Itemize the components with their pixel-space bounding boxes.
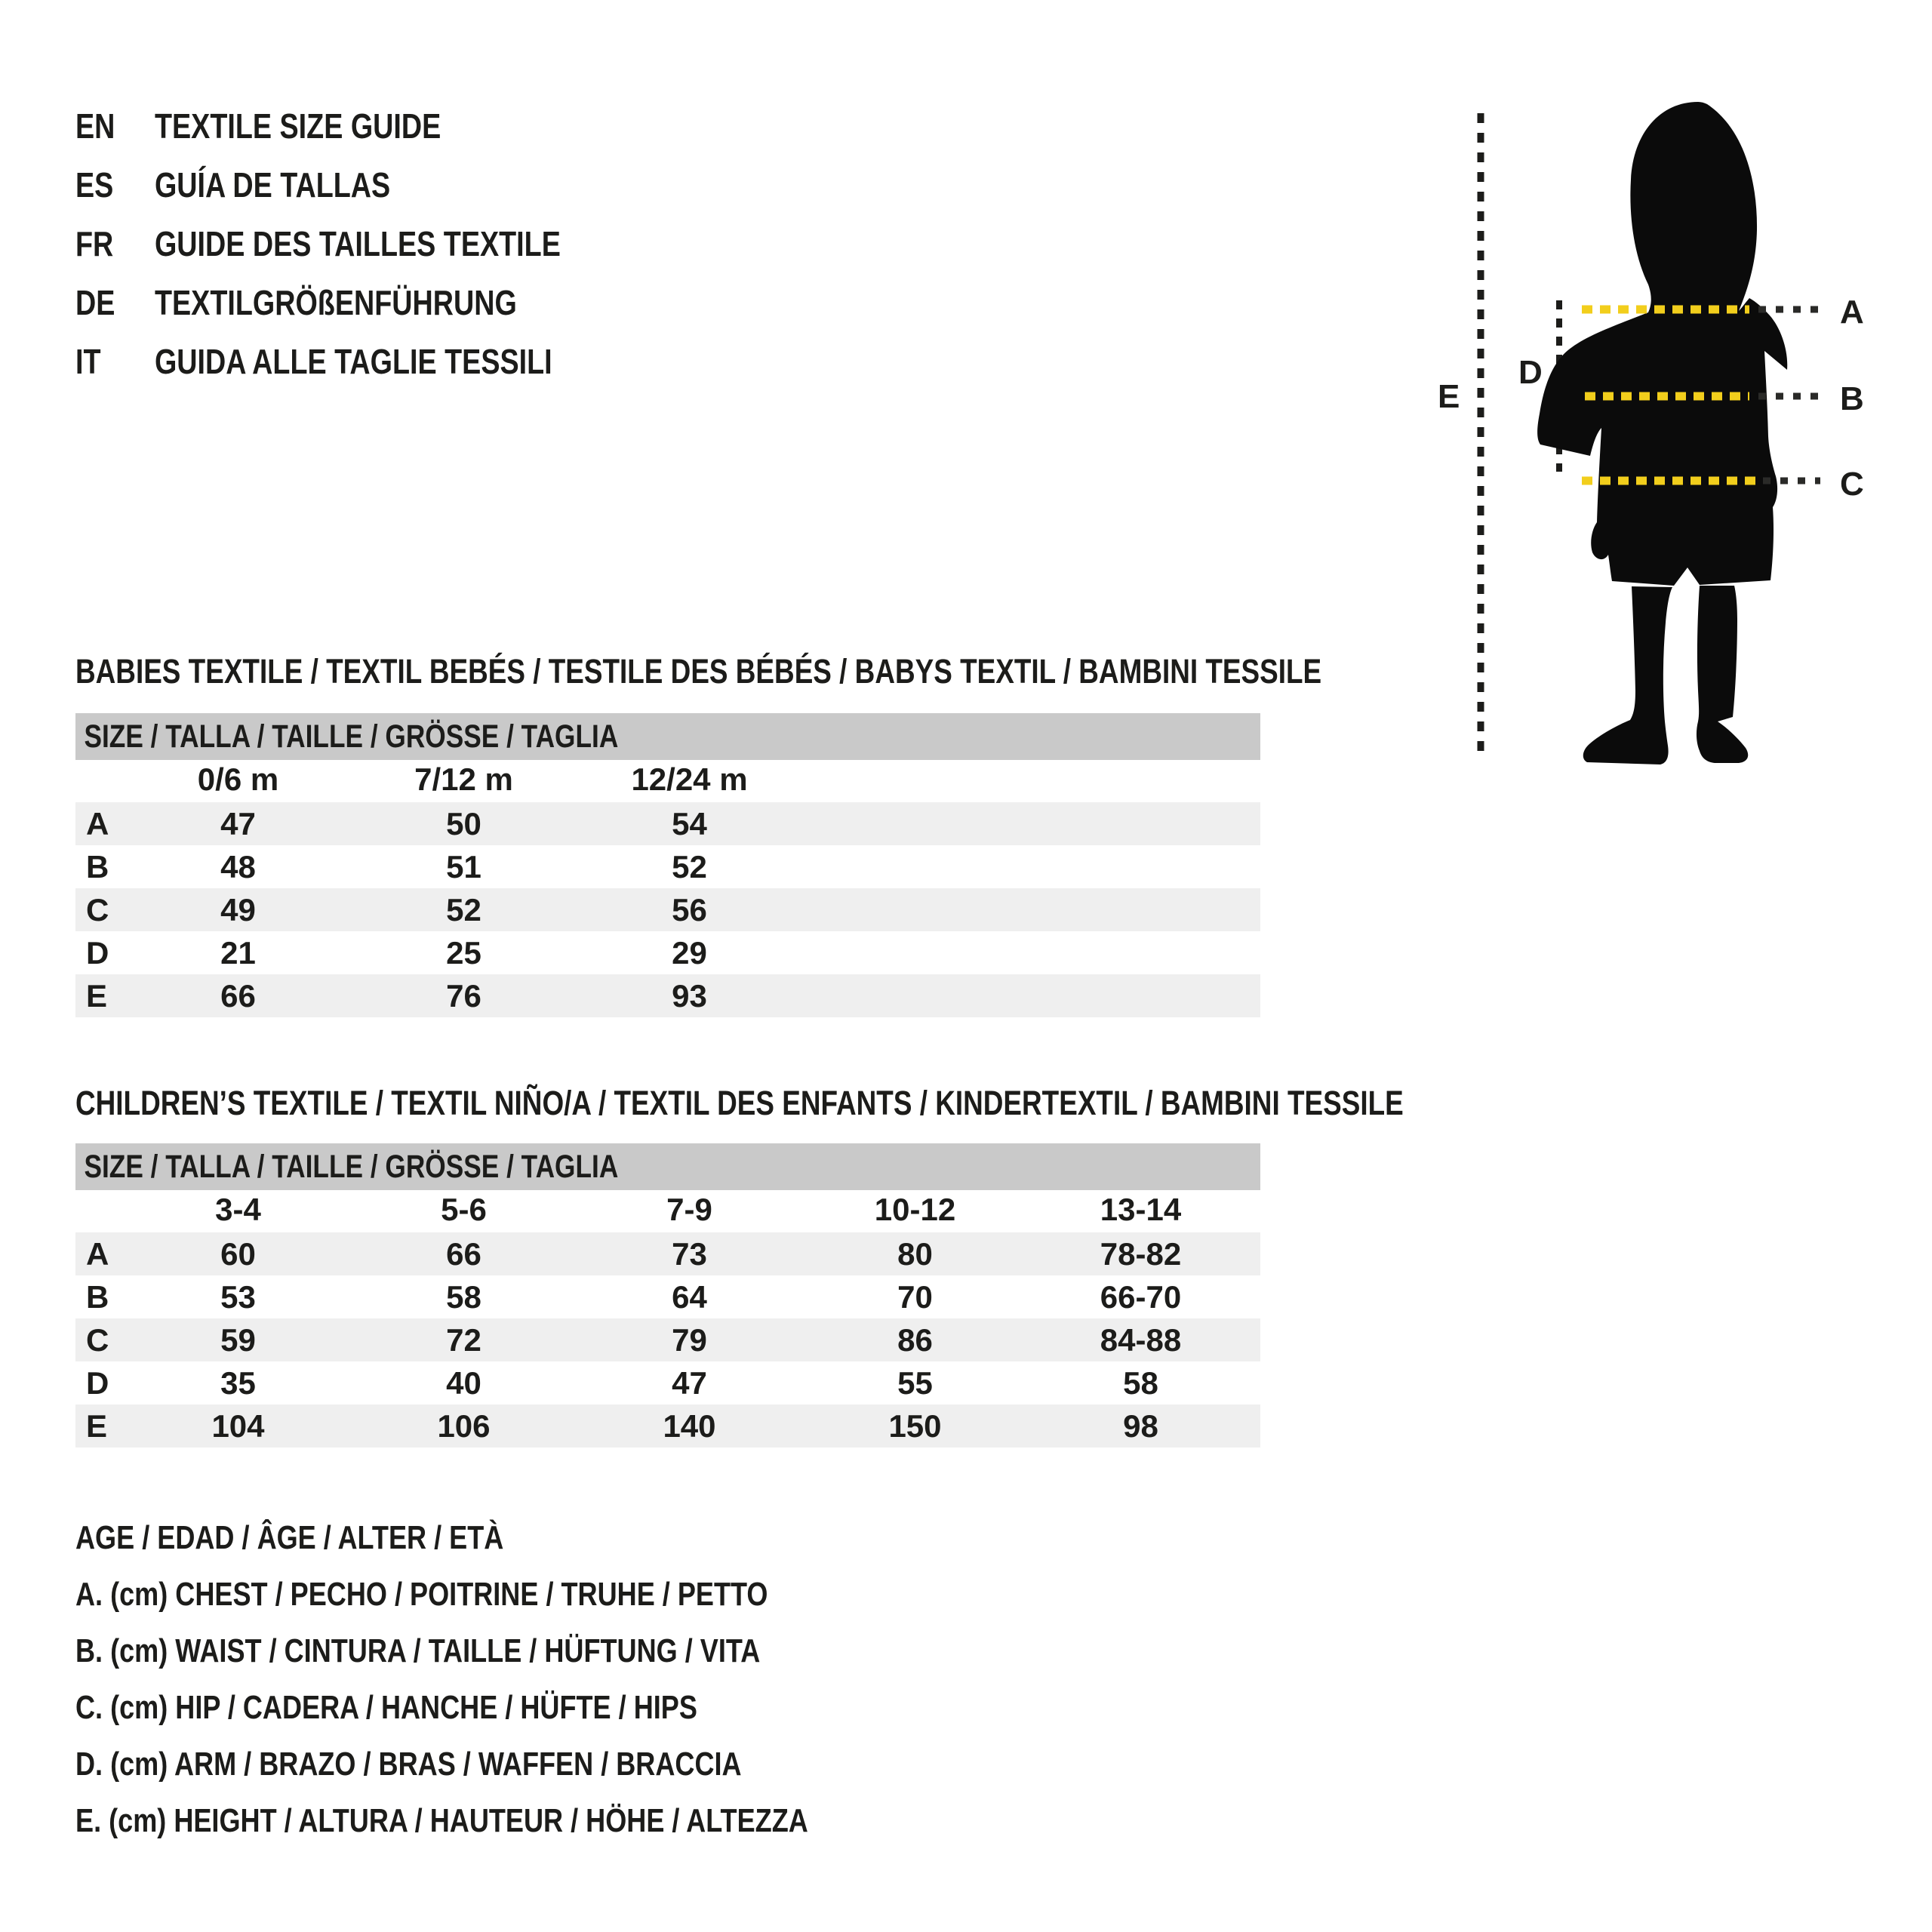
lang-code: ES (75, 165, 114, 205)
figure-label-d: D (1518, 354, 1543, 391)
table-row (75, 802, 1260, 845)
lang-title: GUÍA DE TALLAS (154, 165, 391, 205)
language-title-list (75, 97, 667, 391)
spacer-cell (802, 802, 1260, 845)
table-cell: 49 (220, 892, 256, 928)
lang-row-en (75, 97, 561, 155)
table-cell: 59 (220, 1322, 256, 1358)
children-size-header-bar (75, 1143, 1260, 1190)
babies-section-heading: BABIES TEXTILE / TEXTIL BEBÉS / TESTILE DES BÉBÉS / BABYS TEXTIL / BAMBINI TESSILE (75, 652, 1322, 691)
children-section-heading: CHILDREN’S TEXTILE / TEXTIL NIÑO/A / TEXTIL DES ENFANTS / KINDERTEXTIL / BAMBINI TESSILE (75, 1084, 1404, 1122)
row-label: E (86, 1408, 108, 1444)
row-label: D (86, 935, 109, 971)
row-label: E (86, 978, 108, 1014)
table-cell: 79 (672, 1322, 707, 1358)
lang-row-fr (75, 214, 561, 273)
table-row (75, 1404, 1260, 1447)
column-header: 7-9 (666, 1192, 712, 1227)
table-row (75, 845, 1260, 888)
lang-code: DE (75, 283, 115, 322)
table-row (75, 1318, 1260, 1361)
lang-title: GUIDA ALLE TAGLIE TESSILI (154, 342, 552, 381)
spacer-cell (802, 845, 1260, 888)
table-cell: 66 (220, 978, 256, 1014)
column-header: 3-4 (215, 1192, 261, 1227)
table-cell: 58 (446, 1279, 481, 1315)
figure-label-b: B (1840, 380, 1864, 417)
lang-code: FR (75, 224, 114, 263)
table-row (75, 888, 1260, 931)
legend-arm: D. (cm) ARM / BRAZO / BRAS / WAFFEN / BRACCIA (75, 1746, 742, 1783)
table-row (75, 931, 1260, 974)
table-cell: 40 (446, 1365, 481, 1401)
figure-label-c: C (1840, 466, 1864, 503)
table-cell: 58 (1123, 1365, 1158, 1401)
table-cell: 48 (220, 849, 256, 884)
table-cell: 78-82 (1100, 1236, 1182, 1272)
table-row (75, 974, 1260, 1017)
child-silhouette (1537, 102, 1787, 764)
legend-age: AGE / EDAD / ÂGE / ALTER / ETÀ (75, 1519, 504, 1556)
spacer-cell (75, 1190, 125, 1232)
table-cell: 73 (672, 1236, 707, 1272)
column-header: 10-12 (874, 1192, 956, 1227)
table-cell: 52 (672, 849, 707, 884)
measurement-figure (1434, 60, 1932, 845)
lang-code: EN (75, 106, 115, 146)
table-cell: 56 (672, 892, 707, 928)
row-label: B (86, 1279, 109, 1315)
row-label: D (86, 1365, 109, 1401)
size-header-text: SIZE / TALLA / TAILLE / GRÖSSE / TAGLIA (84, 718, 619, 755)
children-column-header-row (75, 1190, 1260, 1232)
table-cell: 21 (220, 935, 256, 971)
table-cell: 106 (437, 1408, 491, 1444)
table-cell: 104 (211, 1408, 265, 1444)
table-cell: 50 (446, 806, 481, 841)
table-cell: 66-70 (1100, 1279, 1182, 1315)
babies-column-header-row (75, 760, 1260, 802)
table-cell: 51 (446, 849, 481, 884)
spacer-cell (802, 974, 1260, 1017)
table-cell: 140 (663, 1408, 716, 1444)
table-cell: 70 (897, 1279, 933, 1315)
table-cell: 80 (897, 1236, 933, 1272)
row-label: C (86, 892, 109, 928)
table-cell: 47 (220, 806, 256, 841)
table-cell: 29 (672, 935, 707, 971)
column-header: 5-6 (441, 1192, 487, 1227)
table-cell: 25 (446, 935, 481, 971)
lang-row-es (75, 155, 561, 214)
legend-height: E. (cm) HEIGHT / ALTURA / HAUTEUR / HÖHE / ALTEZZA (75, 1802, 808, 1839)
table-cell: 66 (446, 1236, 481, 1272)
table-cell: 60 (220, 1236, 256, 1272)
table-cell: 98 (1123, 1408, 1158, 1444)
spacer-cell (75, 760, 125, 802)
table-cell: 150 (888, 1408, 942, 1444)
table-cell: 86 (897, 1322, 933, 1358)
child-silhouette-diagram (1434, 60, 1932, 845)
lang-title: TEXTILGRÖßENFÜHRUNG (154, 283, 517, 322)
column-header: 13-14 (1100, 1192, 1182, 1227)
table-cell: 55 (897, 1365, 933, 1401)
spacer-cell (802, 931, 1260, 974)
table-cell: 35 (220, 1365, 256, 1401)
table-cell: 53 (220, 1279, 256, 1315)
table-cell: 72 (446, 1322, 481, 1358)
table-cell: 64 (672, 1279, 707, 1315)
legend-hip: C. (cm) HIP / CADERA / HANCHE / HÜFTE / HIPS (75, 1689, 697, 1726)
measurement-legend (75, 1509, 969, 1849)
table-row (75, 1275, 1260, 1318)
spacer-cell (802, 888, 1260, 931)
table-cell: 52 (446, 892, 481, 928)
table-cell: 54 (672, 806, 707, 841)
row-label: A (86, 806, 109, 841)
row-label: B (86, 849, 109, 884)
lang-title: GUIDE DES TAILLES TEXTILE (154, 224, 561, 263)
legend-chest: A. (cm) CHEST / PECHO / POITRINE / TRUHE / PETTO (75, 1576, 768, 1613)
figure-label-a: A (1840, 294, 1864, 331)
column-header: 0/6 m (197, 761, 279, 797)
table-cell: 47 (672, 1365, 707, 1401)
column-header: 7/12 m (414, 761, 513, 797)
spacer-cell (802, 760, 1260, 802)
babies-size-table (75, 713, 1260, 1017)
lang-code: IT (75, 342, 101, 381)
row-label: C (86, 1322, 109, 1358)
lang-row-it (75, 332, 561, 391)
table-cell: 76 (446, 978, 481, 1014)
table-cell: 84-88 (1100, 1322, 1182, 1358)
table-cell: 93 (672, 978, 707, 1014)
figure-label-e: E (1438, 378, 1460, 415)
column-header: 12/24 m (631, 761, 748, 797)
lang-title: TEXTILE SIZE GUIDE (154, 106, 441, 146)
lang-row-de (75, 273, 561, 332)
size-header-text: SIZE / TALLA / TAILLE / GRÖSSE / TAGLIA (84, 1149, 619, 1185)
children-size-table (75, 1143, 1260, 1447)
row-label: A (86, 1236, 109, 1272)
legend-waist: B. (cm) WAIST / CINTURA / TAILLE / HÜFTUNG / VITA (75, 1632, 761, 1669)
table-row (75, 1232, 1260, 1275)
table-row (75, 1361, 1260, 1404)
babies-size-header-bar (75, 713, 1260, 760)
